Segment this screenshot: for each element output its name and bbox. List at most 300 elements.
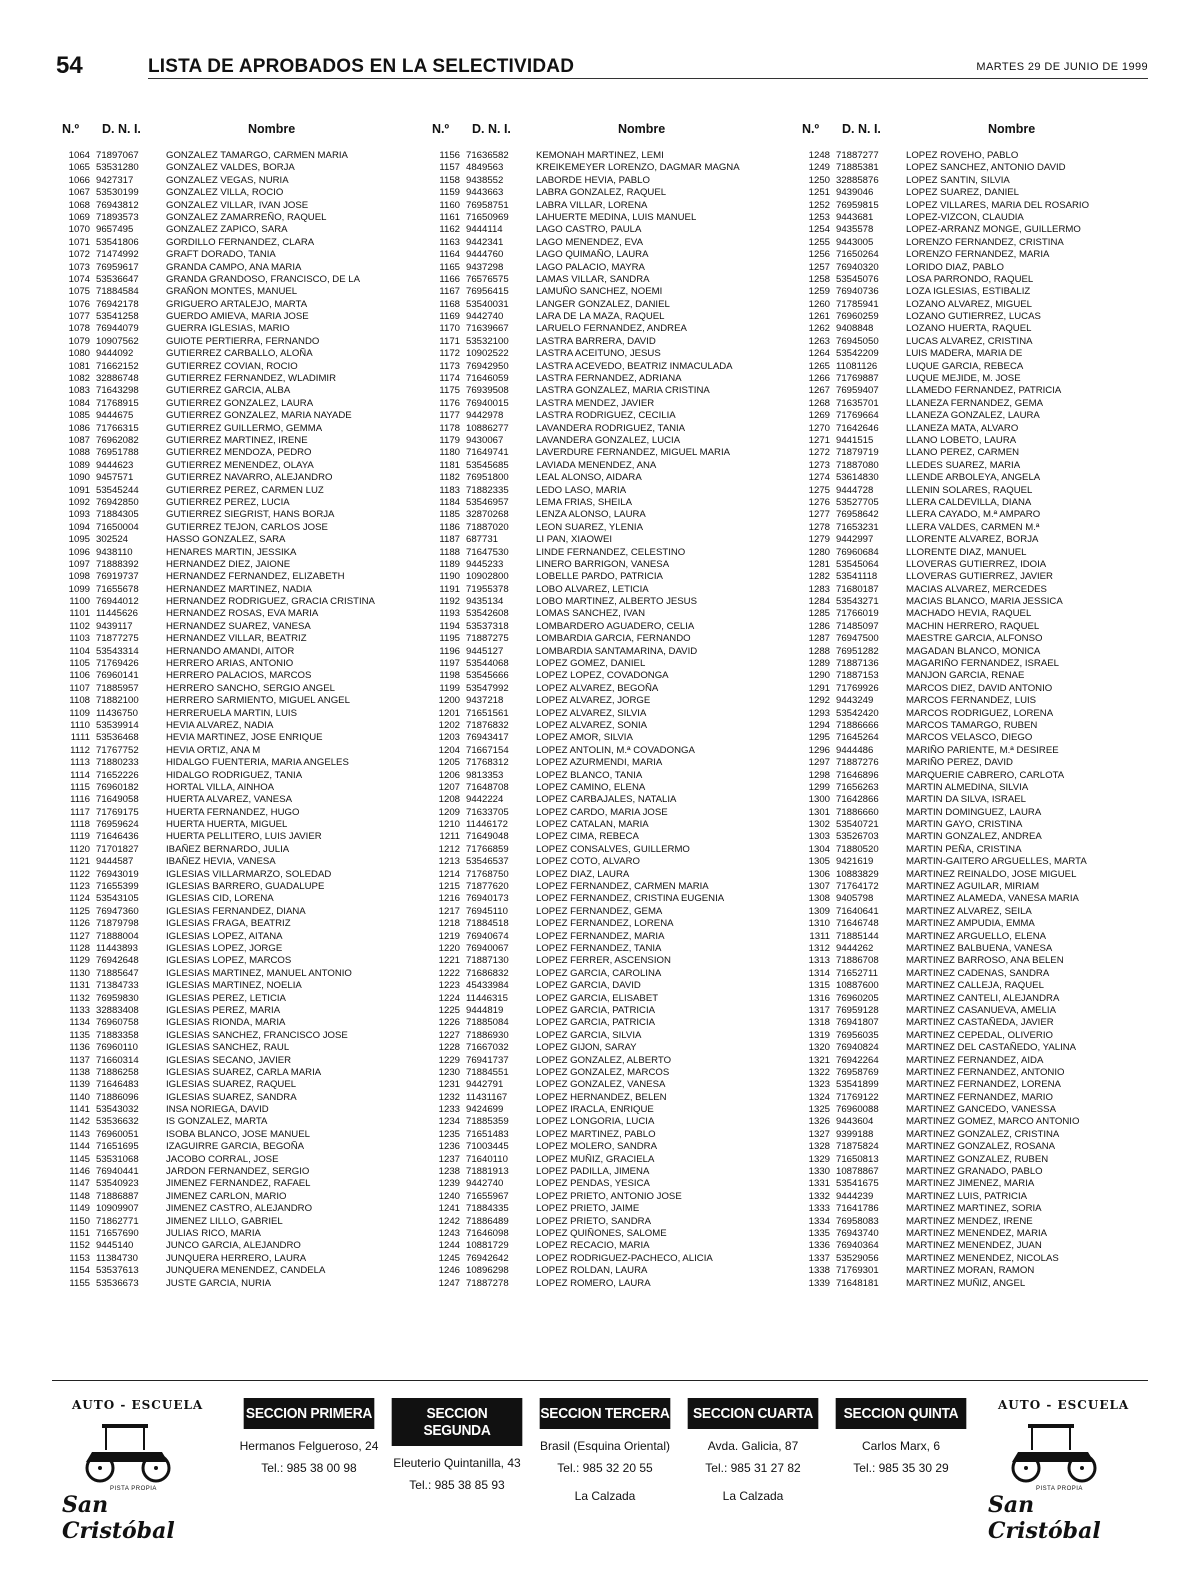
row-dni: 71887153 [836,670,879,682]
row-dni: 71645264 [836,732,879,744]
row-name: LOPEZ CIMA, REBECA [536,831,639,843]
row-dni: 53614830 [836,472,879,484]
row-dni: 71884518 [466,918,509,930]
row-dni: 9439117 [96,620,133,632]
row-dni: 71884305 [96,509,139,521]
table-row [52,311,412,323]
row-name: GUERDO AMIEVA, MARIA JOSE [166,311,309,323]
row-dni: 76951788 [96,447,139,459]
table-row [422,646,782,658]
row-name: JUNQUERA MENENDEZ, CANDELA [166,1265,326,1277]
table-row [52,1005,412,1017]
table-row [792,509,1152,521]
row-dni: 71884551 [466,1066,509,1078]
row-name: KREIKEMEYER LORENZO, DAGMAR MAGNA [536,162,740,174]
row-name: LASTRA RODRIGUEZ, CECILIA [536,410,676,422]
row-number: 1216 [438,893,460,905]
table-row [52,757,412,769]
section-segunda [386,1398,528,1506]
table-row [422,534,782,546]
row-dni: 10887600 [836,980,879,992]
table-row [792,955,1152,967]
row-name: IGLESIAS MARTINEZ, NOELIA [166,980,302,992]
row-dni: 9443005 [836,236,874,248]
row-dni: 71635701 [836,397,879,409]
table-row [792,918,1152,930]
row-name: MARTIN DOMINGUEZ, LAURA [906,806,1042,818]
row-number: 1234 [438,1116,460,1128]
row-number: 1079 [68,335,90,347]
row-dni: 71885381 [836,162,879,174]
table-row [422,993,782,1005]
row-number: 1331 [808,1178,830,1190]
row-name: LOPEZ ALVAREZ, SONIA [536,719,648,731]
row-name: LAVERDURE FERNANDEZ, MIGUEL MARIA [536,447,731,459]
table-row [52,831,412,843]
row-name: GONZALEZ ZAPICO, SARA [166,224,288,236]
row-name: IGLESIAS SUAREZ, RAQUEL [166,1079,297,1091]
table-row [792,1154,1152,1166]
row-number: 1275 [808,484,830,496]
section-label: SECCION SEGUNDA [392,1398,523,1446]
row-dni: 71647530 [466,546,509,558]
table-row [422,262,782,274]
row-name: MARTINEZ MARTINEZ, SORIA [906,1203,1042,1215]
table-row [52,435,412,447]
table-row [422,968,782,980]
row-number: 1271 [808,434,830,446]
table-row [792,856,1152,868]
row-number: 1108 [69,695,90,707]
row-dni: 76576575 [466,273,509,285]
row-dni: 53546957 [466,496,509,508]
row-number: 1310 [808,918,830,930]
row-dni: 71768915 [96,397,139,409]
row-dni: 53541806 [96,236,139,248]
table-row [52,1253,412,1265]
table-row [52,1017,412,1029]
row-dni: 71653231 [836,521,879,533]
row-dni: 71887277 [836,150,879,161]
row-number: 1098 [68,571,90,583]
row-dni: 53545666 [466,670,509,682]
row-number: 1150 [69,1215,90,1227]
table-row [792,249,1152,261]
row-name: IGLESIAS BARRERO, GUADALUPE [166,881,325,893]
row-name: LOBELLE PARDO, PATRICIA [536,571,663,583]
table-row [792,361,1152,373]
section-cuarta [682,1398,824,1503]
row-number: 1236 [438,1141,460,1153]
row-number: 1297 [808,757,830,769]
table-row [422,274,782,286]
row-number: 1142 [69,1116,90,1128]
row-name: GONZALEZ TAMARGO, CARMEN MARIA [166,150,348,161]
row-dni: 71884584 [96,286,139,298]
table-row [422,212,782,224]
row-number: 1163 [439,236,460,248]
row-name: HEVIA MARTINEZ, JOSE ENRIQUE [166,732,323,744]
row-name: MARTINEZ MENENDEZ, JUAN [906,1240,1042,1252]
table-row [422,472,782,484]
row-name: HIDALGO RODRIGUEZ, TANIA [166,769,303,781]
table-row [422,423,782,435]
row-number: 1081 [68,360,90,372]
table-row [422,893,782,905]
row-name: MARIÑO PARIENTE, M.ª DESIREE [906,744,1059,756]
row-number: 1172 [439,348,460,360]
table-row [52,1067,412,1079]
row-dni: 76941737 [466,1054,509,1066]
row-dni: 71766315 [96,422,139,434]
row-dni: 71886930 [466,1029,509,1041]
table-row [792,1079,1152,1091]
row-number: 1096 [68,546,90,558]
row-name: IGLESIAS PEREZ, LETICIA [166,992,286,1004]
table-row [792,485,1152,497]
table-row [52,286,412,298]
row-dni: 71646483 [96,1079,139,1091]
col-header-name: Nombre [248,122,296,136]
row-number: 1130 [69,967,90,979]
row-number: 1280 [808,546,830,558]
row-number: 1232 [438,1091,460,1103]
row-name: LORIDO DIAZ, PABLO [906,261,1004,273]
row-name: LOPEZ SUAREZ, DANIEL [906,187,1020,199]
row-number: 1312 [808,943,830,954]
row-name: LAGO QUIMAÑO, LAURA [536,249,649,261]
row-name: MARTINEZ GONZALEZ, ROSANA [906,1141,1056,1153]
row-number: 1078 [68,323,90,335]
row-dni: 53545685 [466,459,509,471]
row-number: 1209 [438,806,460,818]
row-number: 1230 [438,1066,460,1078]
row-dni: 53536673 [96,1277,139,1289]
row-number: 1311 [809,930,830,942]
row-dni: 71667154 [466,744,509,756]
table-row [792,1191,1152,1203]
table-row [792,658,1152,670]
row-dni: 71686832 [466,967,509,979]
row-name: MARTINEZ FERNANDEZ, LORENA [906,1079,1061,1091]
row-name: JIMENEZ LILLO, GABRIEL [166,1215,283,1227]
table-row [52,993,412,1005]
column-header [792,122,1152,140]
table-row [792,1092,1152,1104]
row-dni: 53530199 [96,187,139,199]
table-row [792,497,1152,509]
row-number: 1289 [808,658,830,670]
table-row [52,373,412,385]
row-dni: 71769301 [836,1265,879,1277]
row-number: 1293 [808,707,830,719]
table-row [792,831,1152,843]
row-number: 1233 [438,1104,460,1116]
row-dni: 71384733 [96,980,139,992]
row-number: 1263 [808,335,830,347]
row-name: LLOVERAS GUTIERREZ, JAVIER [906,571,1053,583]
row-name: GUTIERREZ TEJON, CARLOS JOSE [166,521,328,533]
row-dni: 76941807 [836,1017,879,1029]
row-dni: 45433984 [466,980,509,992]
row-dni: 71655678 [96,583,139,595]
row-name: HERRERO SARMIENTO, MIGUEL ANGEL [166,695,350,707]
row-number: 1324 [808,1091,830,1103]
table-row [52,299,412,311]
row-number: 1134 [69,1017,90,1029]
row-dni: 76947500 [836,633,879,645]
table-row [422,943,782,955]
table-row [422,745,782,757]
col-header-number: N.º [432,122,450,136]
table-row [792,1253,1152,1265]
row-name: MARIÑO PEREZ, DAVID [906,757,1013,769]
row-dni: 9399188 [836,1128,874,1140]
row-number: 1268 [808,397,830,409]
row-number: 1206 [438,769,460,781]
row-number: 1100 [69,596,90,608]
table-row [422,460,782,472]
row-name: GORDILLO FERNANDEZ, CLARA [166,236,315,248]
table-row [52,472,412,484]
row-dni: 9443249 [836,695,874,707]
row-dni: 76958769 [836,1066,879,1078]
table-row [792,1104,1152,1116]
row-number: 1185 [439,509,460,521]
row-name: HERRERO SANCHO, SERGIO ANGEL [166,682,335,694]
row-name: HERRERO PALACIOS, MARCOS [166,670,312,682]
row-number: 1213 [438,856,460,868]
row-name: LORENZO FERNANDEZ, MARIA [906,249,1050,261]
row-number: 1137 [69,1054,90,1066]
row-dni: 71886708 [836,955,879,967]
section-location: La Calzada [574,1489,636,1503]
table-row [422,485,782,497]
row-name: LOPEZ FERNANDEZ, CRISTINA EUGENIA [536,893,725,905]
row-dni: 76940173 [466,893,509,905]
row-dni: 53539914 [96,719,139,731]
section-phone: Tel.: 985 31 27 82 [705,1461,801,1475]
row-dni: 71887276 [836,757,879,769]
row-name: LOPEZ FERNANDEZ, GEMA [536,905,663,917]
row-name: LOPEZ FERNANDEZ, MARIA [536,930,665,942]
row-number: 1188 [439,546,460,558]
row-name: HUERTA HUERTA, MIGUEL [166,819,288,831]
table-row [422,757,782,769]
table-row [52,646,412,658]
row-name: LOPEZ SANCHEZ, ANTONIO DAVID [906,162,1066,174]
row-number: 1122 [69,868,90,880]
table-row [792,869,1152,881]
row-dni: 76939508 [466,385,509,397]
row-number: 1330 [808,1166,830,1178]
row-dni: 53546537 [466,856,509,868]
row-number: 1091 [68,484,90,496]
table-row [422,608,782,620]
row-name: LOZA IGLESIAS, ESTIBALIZ [906,286,1031,298]
row-name: LORENZO FERNANDEZ, CRISTINA [906,236,1064,248]
row-name: HERRERUELA MARTIN, LUIS [166,707,297,719]
row-dni: 71646059 [466,373,509,385]
table-row [422,708,782,720]
table-row [52,732,412,744]
row-number: 1207 [438,781,460,793]
row-number: 1284 [808,596,830,608]
table-row [52,819,412,831]
row-number: 1339 [808,1277,830,1289]
section-address: Brasil (Esquina Oriental) [539,1439,671,1453]
row-number: 1118 [70,819,90,831]
row-dni: 71884335 [466,1203,509,1215]
row-number: 1200 [438,695,460,707]
row-name: MARQUERIE CABRERO, CARLOTA [906,769,1065,781]
table-row [792,819,1152,831]
row-dni: 71767752 [96,744,139,756]
row-name: MARTINEZ MUÑIZ, ANGEL [906,1277,1026,1289]
row-name: MANJON GARCIA, RENAE [906,670,1025,682]
table-row [52,1055,412,1067]
row-dni: 9442740 [466,311,504,323]
row-name: IZAGUIRRE GARCIA, BEGOÑA [166,1141,305,1153]
row-name: IGLESIAS SUAREZ, CARLA MARIA [166,1066,322,1078]
row-dni: 53537613 [96,1265,139,1277]
row-number: 1299 [808,781,830,793]
section-tercera [534,1398,676,1503]
row-dni: 71887275 [466,633,509,645]
row-dni: 76956035 [836,1029,879,1041]
table-row [52,1191,412,1203]
table-row [792,770,1152,782]
row-dni: 9445140 [96,1240,134,1252]
table-row [52,745,412,757]
table-row [422,1154,782,1166]
table-row [52,1265,412,1277]
row-dni: 9438110 [96,546,133,558]
table-row [52,559,412,571]
row-dni: 76945110 [466,905,508,917]
row-name: LOPEZ RECACIO, MARIA [536,1240,650,1252]
row-name: INSA NORIEGA, DAVID [166,1104,269,1116]
row-name: LOPEZ MOLERO, SANDRA [536,1141,658,1153]
row-dni: 71656263 [836,781,879,793]
row-dni: 53541118 [836,571,878,583]
row-dni: 71650264 [836,249,879,261]
table-row [792,472,1152,484]
row-number: 1260 [808,298,830,310]
row-name: LLAMEDO FERNANDEZ, PATRICIA [906,385,1062,397]
row-dni: 71885084 [466,1017,509,1029]
col-header-dni: D. N. I. [842,122,881,136]
row-name: LEMA FRIAS, SHEILA [536,496,632,508]
row-dni: 76959617 [96,261,139,273]
row-number: 1177 [439,410,460,422]
row-number: 1145 [69,1153,90,1165]
row-dni: 71646098 [466,1227,509,1239]
row-dni: 76940364 [836,1240,879,1252]
row-name: GUTIERREZ GONZALEZ, MARIA NAYADE [166,410,352,422]
row-number: 1337 [808,1252,830,1264]
row-name: LAHUERTE MEDINA, LUIS MANUEL [536,211,697,223]
row-name: IBAÑEZ BERNARDO, JULIA [166,843,290,855]
row-number: 1257 [808,261,830,273]
table-row [52,200,412,212]
row-number: 1187 [439,534,460,546]
row-name: IS GONZALEZ, MARTA [166,1116,268,1128]
table-row [52,175,412,187]
row-number: 1239 [438,1178,460,1190]
table-row [422,398,782,410]
table-row [792,881,1152,893]
row-number: 1146 [69,1166,90,1178]
row-name: ISOBA BLANCO, JOSE MANUEL [166,1128,310,1140]
table-row [792,162,1152,174]
table-row [422,844,782,856]
row-dni: 76943740 [836,1227,879,1239]
row-name: LASTRA BARRERA, DAVID [536,335,656,347]
row-name: GUTIERREZ FERNANDEZ, WLADIMIR [166,373,337,385]
row-dni: 76943417 [466,732,509,744]
table-row [52,633,412,645]
row-number: 1269 [808,410,830,422]
row-dni: 71955378 [466,583,509,595]
row-number: 1180 [439,447,460,459]
table-row [52,980,412,992]
row-name: LLERA CAYADO, M.ª AMPARO [906,509,1041,521]
row-number: 1296 [808,744,830,756]
table-row [52,968,412,980]
column-header [52,122,412,140]
table-row [422,1067,782,1079]
row-number: 1319 [808,1029,830,1041]
table-row [422,1092,782,1104]
row-name: HERNANDEZ SUAREZ, VANESA [166,620,311,632]
row-dni: 53542608 [466,608,509,620]
row-name: MARTINEZ GONZALEZ, RUBEN [906,1153,1049,1165]
row-dni: 71640641 [836,905,879,917]
row-number: 1189 [439,558,460,570]
vintage-car-icon [998,1416,1118,1486]
table-row [422,1042,782,1054]
row-number: 1136 [69,1042,90,1054]
section-quinta [830,1398,972,1489]
row-name: JUSTE GARCIA, NURIA [166,1277,272,1289]
row-name: HASSO GONZALEZ, SARA [166,534,286,546]
table-row [52,1104,412,1116]
row-name: LOPEZ AMOR, SILVIA [536,732,633,744]
row-dni: 71886489 [466,1215,509,1227]
row-name: GONZALEZ VILLA, ROCIO [166,187,284,199]
row-name: MAGARIÑO FERNANDEZ, ISRAEL [906,658,1059,670]
row-dni: 76940674 [466,930,509,942]
row-dni: 71667032 [466,1042,509,1054]
table-row [792,336,1152,348]
row-name: IGLESIAS FRAGA, BEATRIZ [166,918,291,930]
row-number: 1292 [808,695,830,707]
table-row [422,782,782,794]
row-dni: 9457571 [96,472,134,484]
row-name: LEAL ALONSO, AIDARA [536,472,642,484]
table-row [422,670,782,682]
row-dni: 71769664 [836,410,879,422]
row-dni: 76940015 [466,397,509,409]
row-dni: 71877620 [466,881,509,893]
row-number: 1133 [69,1004,90,1016]
row-dni: 53532100 [466,335,509,347]
row-number: 1107 [69,682,90,694]
table-row [422,720,782,732]
section-label: SECCION TERCERA [540,1398,671,1429]
row-name: LOPEZ FERNANDEZ, CARMEN MARIA [536,881,709,893]
